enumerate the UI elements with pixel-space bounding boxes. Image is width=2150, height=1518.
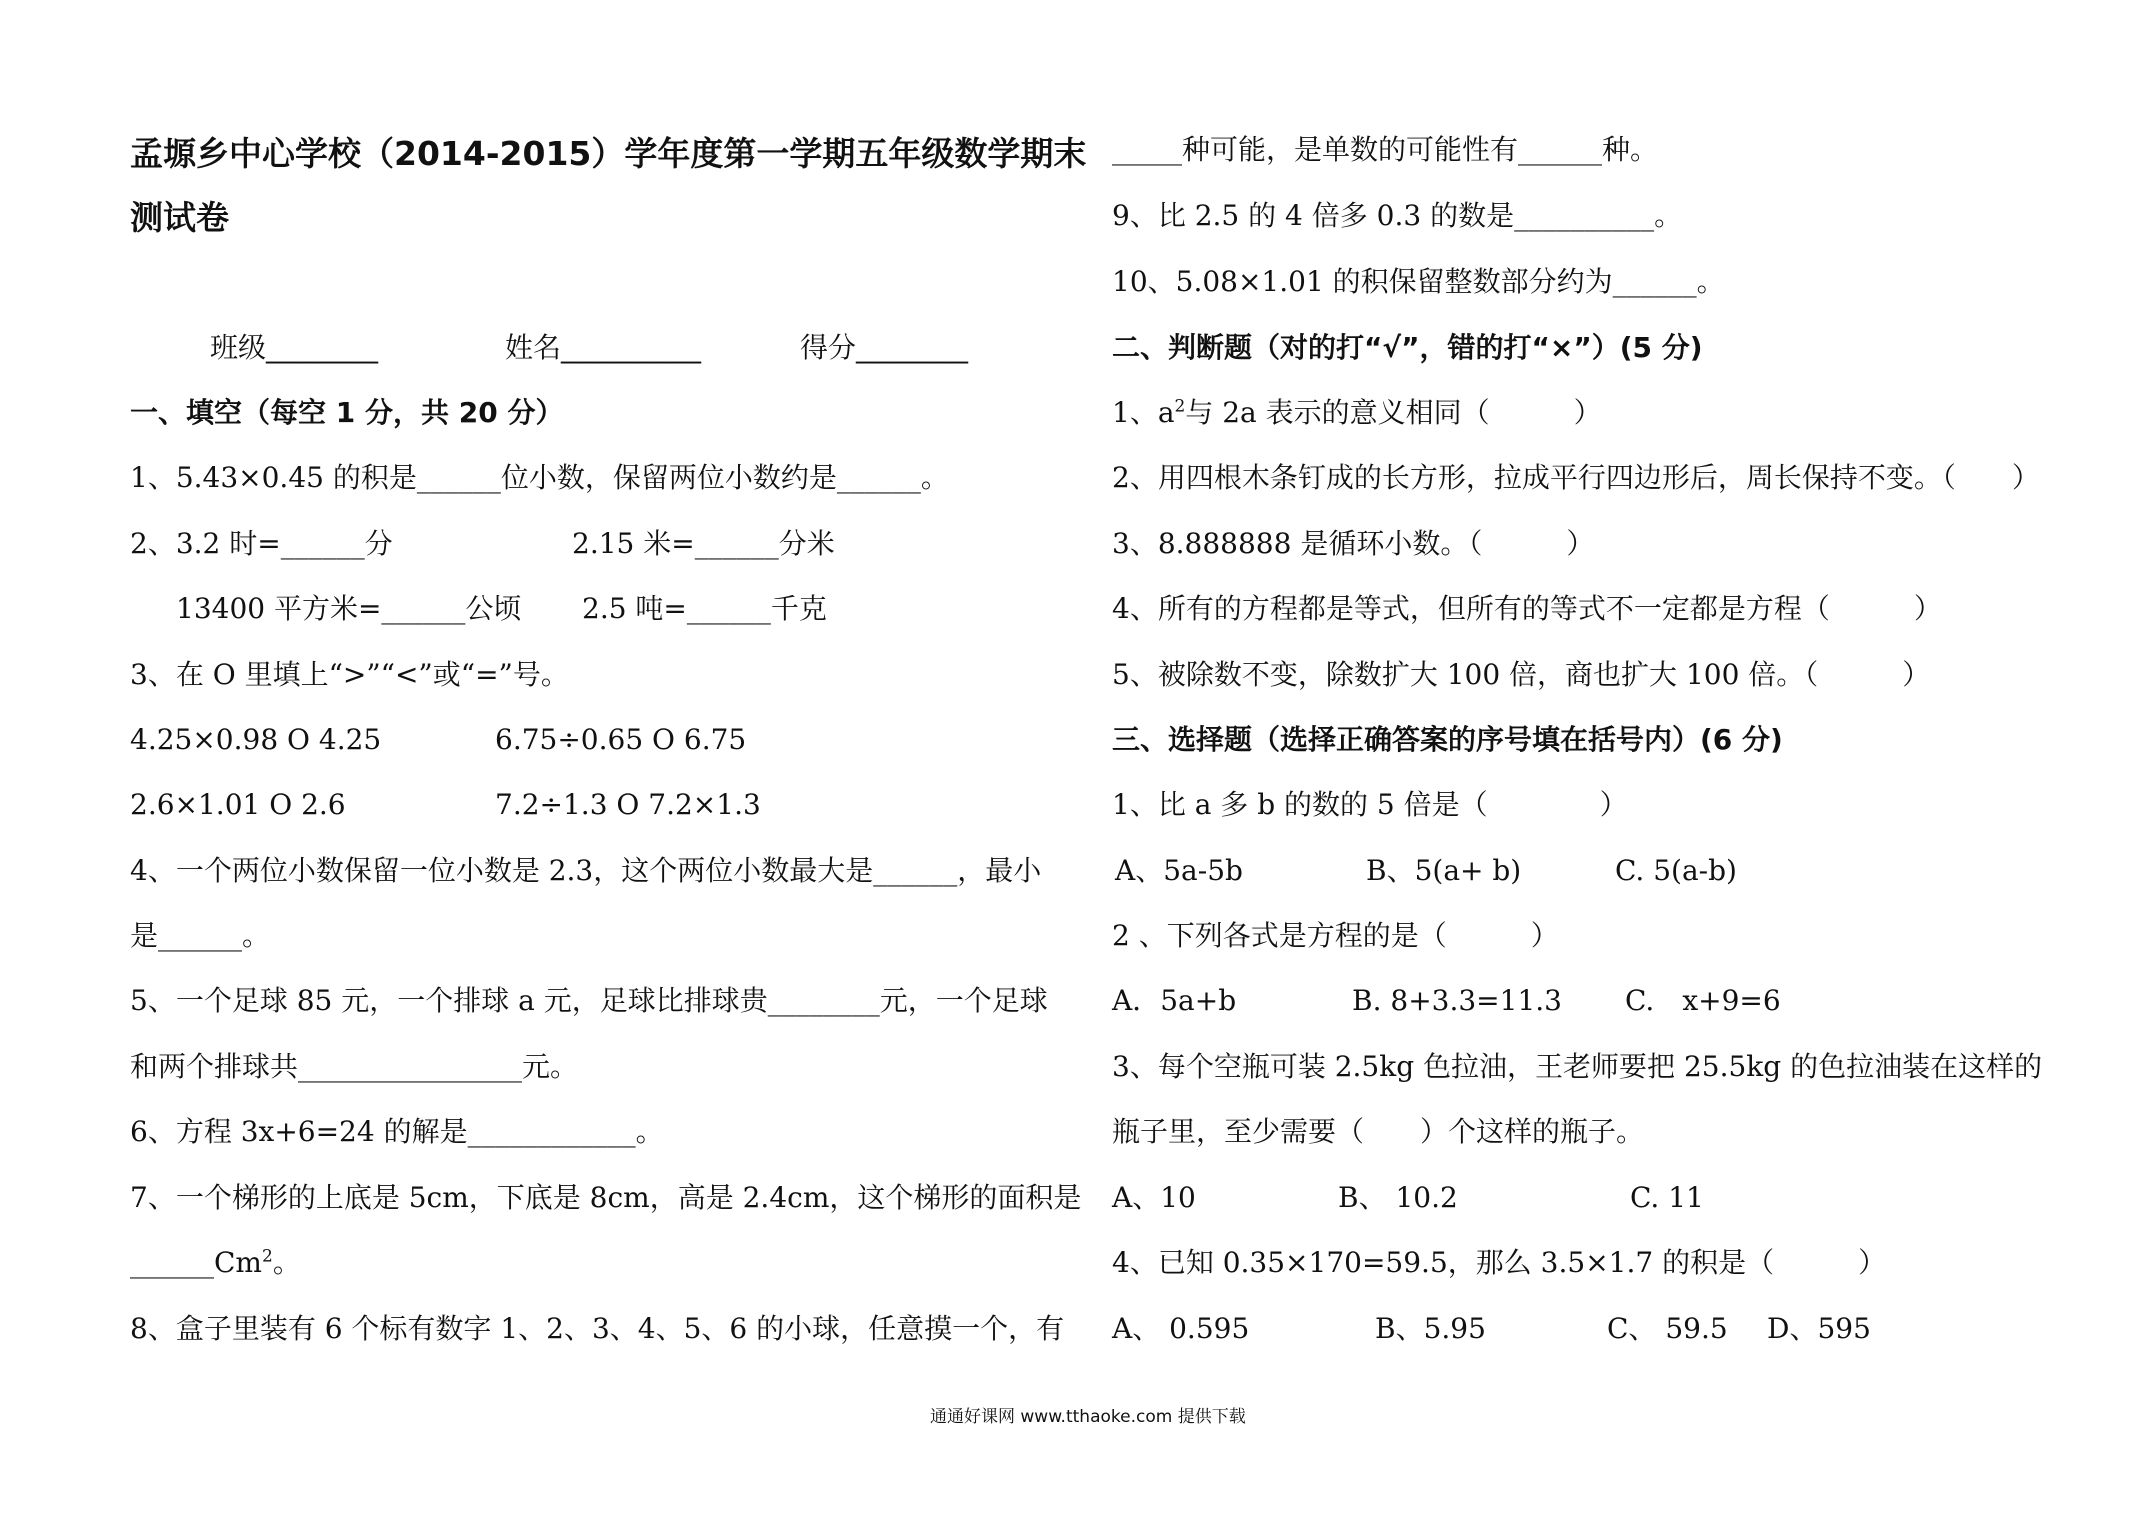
- s1-q3b: 6.75÷0.65 O 6.75: [495, 723, 747, 756]
- s3-q3-line1: 3、每个空瓶可装 2.5kg 色拉油，王老师要把 25.5kg 的色拉油装在这样的: [1112, 1050, 2043, 1083]
- s3-q2-option-a: A．5a+b: [1112, 984, 1237, 1017]
- s3-q4-option-b: B、5.95: [1375, 1312, 1486, 1345]
- s2-q2: 2、用四根木条钉成的长方形，拉成平行四边形后，周长保持不变。（ ）: [1112, 461, 2040, 494]
- s3-q3-option-a: A、10: [1112, 1181, 1196, 1214]
- section1-heading: 一、填空（每空 1 分，共 20 分）: [130, 396, 564, 429]
- s1-q3c: 2.6×1.01 O 2.6: [130, 788, 346, 821]
- s2-q5: 5、被除数不变，除数扩大 100 倍，商也扩大 100 倍。（ ）: [1112, 658, 1931, 691]
- s1-q6: 6、方程 3x+6=24 的解是____________。: [130, 1115, 664, 1148]
- s2-q4: 4、所有的方程都是等式，但所有的等式不一定都是方程（ ）: [1112, 592, 1942, 625]
- section3-heading: 三、选择题（选择正确答案的序号填在括号内）(6 分): [1112, 723, 1783, 756]
- s3-q4-option-d: D、595: [1767, 1312, 1871, 1345]
- s1-q4-line2: 是______。: [130, 919, 271, 952]
- s1-q7-line2: [130, 1245, 301, 1281]
- s1-q7-end: 。: [272, 1246, 301, 1279]
- s3-q2-option-c: C. x+9=6: [1625, 984, 1781, 1017]
- s3-q1-option-b: B、5(a+ b): [1366, 854, 1522, 887]
- s3-q3-line2: 瓶子里，至少需要（ ）个这样的瓶子。: [1112, 1115, 1645, 1148]
- s2-q1-rest: 与 2a 表示的意义相同（ ）: [1185, 396, 1602, 429]
- s1-q4-line1: 4、一个两位小数保留一位小数是 2.3，这个两位小数最大是______，最小: [130, 854, 1042, 887]
- page-title-line2: 测试卷: [130, 198, 229, 237]
- section2-heading: 二、判断题（对的打“√”，错的打“×”）(5 分): [1112, 331, 1703, 364]
- s2-q3: 3、8.888888 是循环小数。（ ）: [1112, 527, 1595, 560]
- page-title-line1: 孟塬乡中心学校（2014-2015）学年度第一学期五年级数学期末: [130, 134, 1087, 173]
- s3-q3-option-b: B、 10.2: [1338, 1181, 1458, 1214]
- s1-q7-line1: 7、一个梯形的上底是 5cm，下底是 8cm，高是 2.4cm，这个梯形的面积是: [130, 1181, 1082, 1214]
- s3-q1: 1、比 a 多 b 的数的 5 倍是（ ）: [1112, 788, 1628, 821]
- s1-q2a: 2、3.2 时=______分: [130, 527, 393, 560]
- s1-q7-text: ______Cm: [130, 1246, 262, 1279]
- name-field: 姓名__________: [505, 331, 702, 364]
- s2-q1-superscript: 2: [1174, 396, 1186, 417]
- s1-q2d: 2.5 吨=______千克: [582, 592, 827, 625]
- s3-q4-option-c: C、 59.5: [1607, 1312, 1728, 1345]
- s1-q7-superscript: 2: [261, 1246, 273, 1267]
- s1-q2b: 2.15 米=______分米: [572, 527, 835, 560]
- class-field: 班级________: [210, 331, 379, 364]
- s1-q3d: 7.2÷1.3 O 7.2×1.3: [495, 788, 761, 821]
- s3-q1-option-a: A、5a-5b: [1115, 854, 1243, 887]
- s3-q1-option-c: C. 5(a-b): [1615, 854, 1737, 887]
- s1-q3: 3、在 O 里填上“>”“<”或“=”号。: [130, 658, 569, 691]
- s1-q8-line2: _____种可能，是单数的可能性有______种。: [1112, 133, 1659, 166]
- s1-q3a: 4.25×0.98 O 4.25: [130, 723, 382, 756]
- s1-q8-line1: 8、盒子里装有 6 个标有数字 1、2、3、4、5、6 的小球，任意摸一个，有: [130, 1312, 1065, 1345]
- s3-q2: 2 、下列各式是方程的是（ ）: [1112, 919, 1559, 952]
- footer-credit: 通通好课网 www.tthaoke.com 提供下载: [930, 1407, 1246, 1427]
- s3-q4-option-a: A、 0.595: [1112, 1312, 1250, 1345]
- s1-q1: 1、5.43×0.45 的积是______位小数，保留两位小数约是______。: [130, 461, 949, 494]
- s3-q4: 4、已知 0.35×170=59.5，那么 3.5×1.7 的积是（ ）: [1112, 1246, 1887, 1279]
- s2-q1: [1112, 395, 1602, 431]
- score-field: 得分________: [800, 331, 969, 364]
- s1-q10: 10、5.08×1.01 的积保留整数部分约为______。: [1112, 265, 1725, 298]
- s1-q5-line1: 5、一个足球 85 元，一个排球 a 元，足球比排球贵________元，一个足球: [130, 984, 1048, 1017]
- s3-q2-option-b: B. 8+3.3=11.3: [1352, 984, 1562, 1017]
- s1-q2c: 13400 平方米=______公顷: [176, 592, 522, 625]
- s2-q1-text: 1、a: [1112, 396, 1175, 429]
- s1-q5-line2: 和两个排球共________________元。: [130, 1050, 579, 1083]
- s3-q3-option-c: C. 11: [1630, 1181, 1704, 1214]
- s1-q9: 9、比 2.5 的 4 倍多 0.3 的数是__________。: [1112, 199, 1683, 232]
